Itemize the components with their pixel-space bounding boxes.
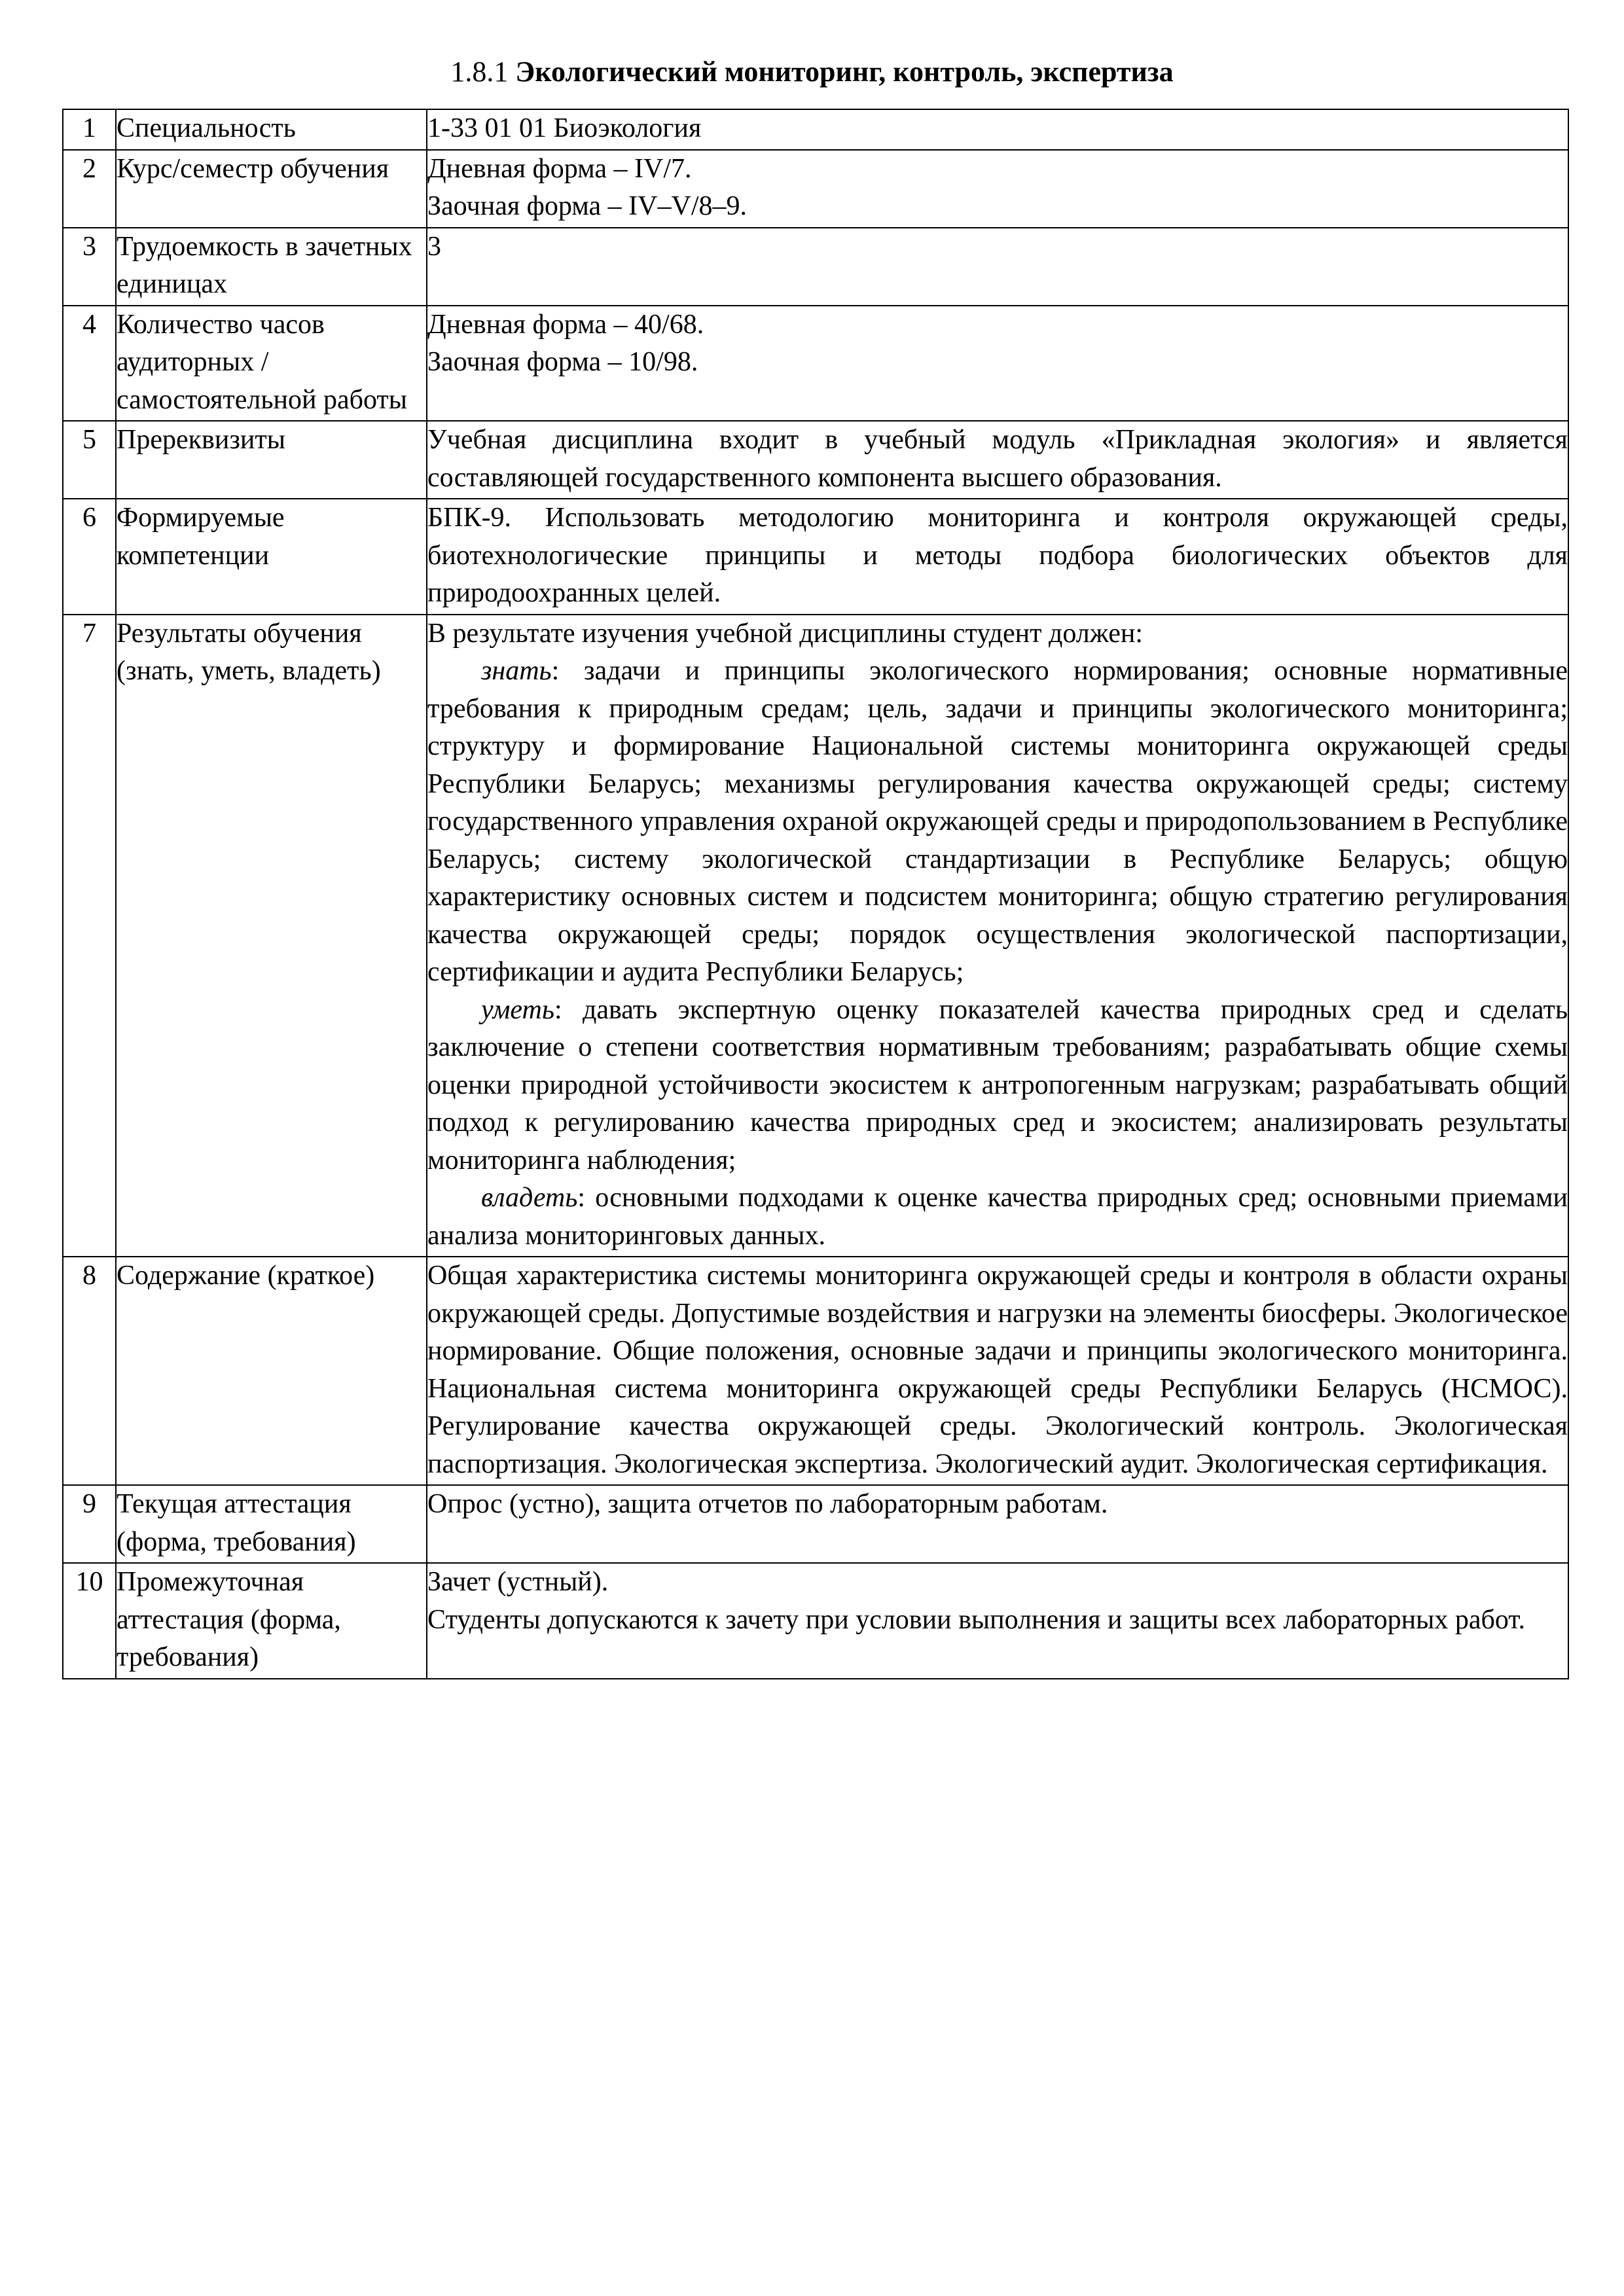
row-number: 8 xyxy=(63,1257,116,1485)
row-value: Общая характеристика системы мониторинга окружающей среды и контроля в области охраны окружающей среды. Допустимые воздействия и нагрузки на элементы биосферы. Экологическое нормирование. Общие положения, основные задачи и принципы экологического мониторинга. Национальная система мониторинга окружающей среды Республики Беларусь (НСМОС). Регулирование качества окружающей среды. Экологический контроль. Экологическая паспортизация. Экологическая экспертиза. Экологический аудит. Экологическая сертификация. xyxy=(427,1257,1568,1485)
value-line: Дневная форма – IV/7. xyxy=(427,153,692,184)
row-value xyxy=(427,306,1568,422)
row-label: Результаты обучения (знать, уметь, владеть) xyxy=(116,615,427,1257)
results-item-know xyxy=(427,653,1568,992)
row-label: Трудоемкость в зачетных единицах xyxy=(116,228,427,306)
row-label: Промежуточная аттестация (форма, требования) xyxy=(116,1563,427,1679)
discipline-table xyxy=(62,109,1569,1679)
row-label: Формируемые компетенции xyxy=(116,499,427,615)
results-item-master xyxy=(427,1179,1568,1255)
row-number: 5 xyxy=(63,421,116,499)
row-value: БПК-9. Использовать методологию мониторинга и контроля окружающей среды, биотехнологические принципы и методы подбора биологических объектов для природоохранных целей. xyxy=(427,499,1568,615)
table-row xyxy=(63,1563,1568,1679)
value-line: Заочная форма – IV–V/8–9. xyxy=(427,191,747,221)
row-number: 6 xyxy=(63,499,116,615)
row-value xyxy=(427,615,1568,1257)
row-label: Пререквизиты xyxy=(116,421,427,499)
row-label: Содержание (краткое) xyxy=(116,1257,427,1485)
row-value: Опрос (устно), защита отчетов по лабораторным работам. xyxy=(427,1485,1568,1563)
row-value xyxy=(427,150,1568,228)
table-row xyxy=(63,109,1568,150)
table-row xyxy=(63,615,1568,1257)
row-label: Специальность xyxy=(116,109,427,150)
table-row xyxy=(63,150,1568,228)
table-row xyxy=(63,421,1568,499)
results-item-can xyxy=(427,992,1568,1180)
row-label: Текущая аттестация (форма, требования) xyxy=(116,1485,427,1563)
row-label: Количество часов аудиторных / самостоятельной работы xyxy=(116,306,427,422)
table-row xyxy=(63,1257,1568,1485)
row-number: 7 xyxy=(63,615,116,1257)
row-label: Курс/семестр обучения xyxy=(116,150,427,228)
section-heading xyxy=(0,52,1624,92)
section-number: 1.8.1 xyxy=(450,56,509,88)
value-line: Заочная форма – 10/98. xyxy=(427,347,698,377)
table-row xyxy=(63,306,1568,422)
row-number: 1 xyxy=(63,109,116,150)
value-line: Студенты допускаются к зачету при условии выполнения и защиты всех лабораторных работ. xyxy=(427,1604,1526,1635)
results-text: : давать экспертную оценку показателей качества природных сред и сделать заключение о степени соответствия нормативным требованиям; разрабатывать общие схемы оценки природной устойчивости экосистем к антропогенным нагрузкам; разрабатывать общий подход к регулированию качества природных сред и экосистем; анализировать результаты мониторинга наблюдения; xyxy=(427,994,1568,1175)
row-value: 3 xyxy=(427,228,1568,306)
results-term: владеть xyxy=(481,1183,578,1213)
row-number: 9 xyxy=(63,1485,116,1563)
table-row xyxy=(63,228,1568,306)
section-title: Экологический мониторинг, контроль, экспертиза xyxy=(515,56,1174,88)
results-intro: В результате изучения учебной дисциплины студент должен: xyxy=(427,618,1143,649)
row-value: Учебная дисциплина входит в учебный модуль «Прикладная экология» и является составляющей государственного компонента высшего образования. xyxy=(427,421,1568,499)
value-line: Дневная форма – 40/68. xyxy=(427,309,704,340)
results-term: уметь xyxy=(481,994,554,1025)
results-term: знать xyxy=(481,656,552,686)
row-number: 10 xyxy=(63,1563,116,1679)
results-text: : основными подходами к оценке качества природных сред; основными приемами анализа мониторинговых данных. xyxy=(427,1183,1568,1251)
row-value: 1-33 01 01 Биоэкология xyxy=(427,109,1568,150)
row-number: 4 xyxy=(63,306,116,422)
results-text: : задачи и принципы экологического нормирования; основные нормативные требования к природным средам; цель, задачи и принципы экологического мониторинга; структуру и формирование Национальной системы мониторинга окружающей среды Республики Беларусь; механизмы регулирования качества окружающей среды; систему государственного управления охраной окружающей среды и природопользованием в Республике Беларусь; систему экологической стандартизации в Республике Беларусь; общую характеристику основных систем и подсистем мониторинга; общую стратегию регулирования качества окружающей среды; порядок осуществления экологической паспортизации, сертификации и аудита Республики Беларусь; xyxy=(427,656,1568,987)
row-value xyxy=(427,1563,1568,1679)
table-row xyxy=(63,1485,1568,1563)
row-number: 3 xyxy=(63,228,116,306)
value-line: Зачет (устный). xyxy=(427,1567,609,1597)
row-number: 2 xyxy=(63,150,116,228)
table-row xyxy=(63,499,1568,615)
